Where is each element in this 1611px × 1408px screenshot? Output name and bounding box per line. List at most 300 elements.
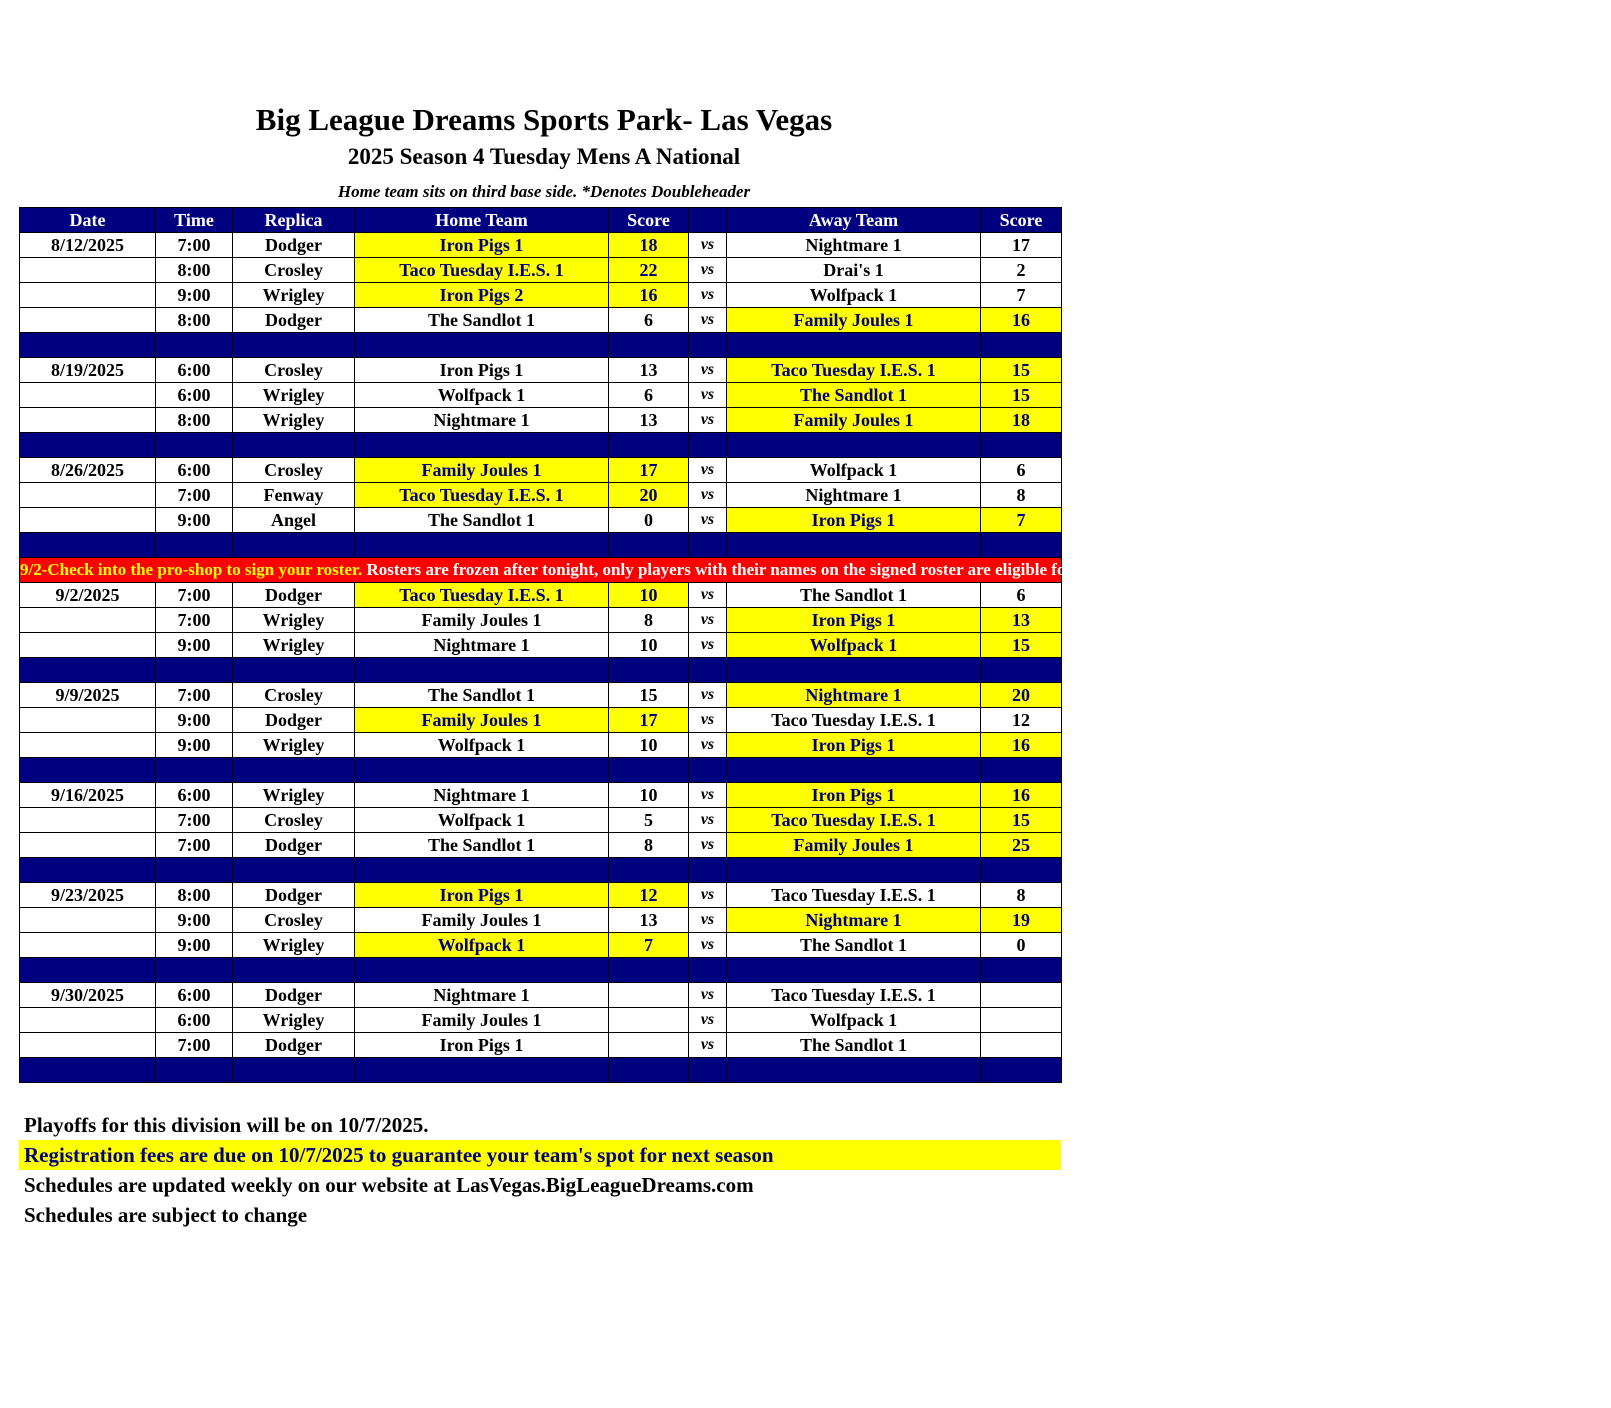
vs-label: vs <box>689 1008 727 1033</box>
vs-label: vs <box>689 633 727 658</box>
game-time: 8:00 <box>156 408 233 433</box>
game-row <box>20 983 1062 1008</box>
away-team: Wolfpack 1 <box>727 633 981 658</box>
vs-label: vs <box>689 308 727 333</box>
game-date <box>20 608 156 633</box>
home-score: 8 <box>609 608 689 633</box>
separator-cell <box>981 858 1062 883</box>
separator-cell <box>727 658 981 683</box>
week-separator-row <box>20 533 1062 558</box>
home-score: 5 <box>609 808 689 833</box>
separator-cell <box>233 1058 355 1083</box>
away-team: Taco Tuesday I.E.S. 1 <box>727 808 981 833</box>
vs-label: vs <box>689 733 727 758</box>
game-row <box>20 308 1062 333</box>
separator-cell <box>355 958 609 983</box>
home-score: 0 <box>609 508 689 533</box>
game-date: 9/2/2025 <box>20 583 156 608</box>
home-team: Wolfpack 1 <box>355 933 609 958</box>
separator-cell <box>20 658 156 683</box>
home-team: Iron Pigs 2 <box>355 283 609 308</box>
vs-label: vs <box>689 283 727 308</box>
game-time: 9:00 <box>156 733 233 758</box>
home-team: The Sandlot 1 <box>355 308 609 333</box>
col-away-score: Score <box>981 208 1062 233</box>
roster-alert-lead: 9/2-Check into the pro-shop to sign your roster. <box>20 560 363 579</box>
home-team: Family Joules 1 <box>355 458 609 483</box>
vs-label: vs <box>689 983 727 1008</box>
page-title: Big League Dreams Sports Park- Las Vegas <box>255 102 833 137</box>
separator-cell <box>609 758 689 783</box>
game-field: Wrigley <box>233 283 355 308</box>
game-field: Dodger <box>233 708 355 733</box>
separator-cell <box>981 333 1062 358</box>
game-date <box>20 1033 156 1058</box>
home-score <box>609 983 689 1008</box>
home-team: The Sandlot 1 <box>355 508 609 533</box>
game-row <box>20 233 1062 258</box>
away-score: 16 <box>981 733 1062 758</box>
game-date: 8/26/2025 <box>20 458 156 483</box>
away-score: 19 <box>981 908 1062 933</box>
game-date <box>20 708 156 733</box>
away-score: 6 <box>981 583 1062 608</box>
home-score <box>609 1008 689 1033</box>
away-score: 7 <box>981 283 1062 308</box>
game-row <box>20 733 1062 758</box>
game-row <box>20 258 1062 283</box>
home-score: 13 <box>609 408 689 433</box>
separator-cell <box>355 758 609 783</box>
away-score: 16 <box>981 308 1062 333</box>
game-time: 6:00 <box>156 1008 233 1033</box>
home-team: Wolfpack 1 <box>355 733 609 758</box>
away-team: Nightmare 1 <box>727 483 981 508</box>
away-score: 8 <box>981 883 1062 908</box>
separator-cell <box>727 433 981 458</box>
game-field: Wrigley <box>233 1008 355 1033</box>
away-score: 12 <box>981 708 1062 733</box>
game-time: 6:00 <box>156 383 233 408</box>
separator-cell <box>689 1058 727 1083</box>
separator-cell <box>609 1058 689 1083</box>
game-field: Dodger <box>233 833 355 858</box>
game-field: Wrigley <box>233 733 355 758</box>
game-date <box>20 308 156 333</box>
game-row <box>20 933 1062 958</box>
game-field: Dodger <box>233 233 355 258</box>
away-score: 8 <box>981 483 1062 508</box>
separator-cell <box>689 533 727 558</box>
home-score: 15 <box>609 683 689 708</box>
home-team: Taco Tuesday I.E.S. 1 <box>355 583 609 608</box>
game-date <box>20 508 156 533</box>
game-field: Crosley <box>233 358 355 383</box>
game-date <box>20 383 156 408</box>
vs-label: vs <box>689 708 727 733</box>
game-time: 9:00 <box>156 508 233 533</box>
game-time: 7:00 <box>156 833 233 858</box>
separator-cell <box>233 333 355 358</box>
game-time: 7:00 <box>156 233 233 258</box>
game-field: Crosley <box>233 458 355 483</box>
game-field: Wrigley <box>233 608 355 633</box>
home-team: Nightmare 1 <box>355 633 609 658</box>
separator-cell <box>20 433 156 458</box>
home-score: 18 <box>609 233 689 258</box>
game-row <box>20 708 1062 733</box>
vs-label: vs <box>689 908 727 933</box>
roster-alert-row <box>20 558 1062 583</box>
home-score: 12 <box>609 883 689 908</box>
separator-cell <box>20 533 156 558</box>
vs-label: vs <box>689 608 727 633</box>
separator-cell <box>689 958 727 983</box>
game-row <box>20 383 1062 408</box>
col-date: Date <box>20 208 156 233</box>
game-row <box>20 358 1062 383</box>
away-team: Taco Tuesday I.E.S. 1 <box>727 883 981 908</box>
game-time: 7:00 <box>156 808 233 833</box>
home-team: Family Joules 1 <box>355 1008 609 1033</box>
game-field: Wrigley <box>233 933 355 958</box>
col-away-team: Away Team <box>727 208 981 233</box>
game-field: Crosley <box>233 808 355 833</box>
home-score: 6 <box>609 383 689 408</box>
away-score: 2 <box>981 258 1062 283</box>
home-team: Wolfpack 1 <box>355 808 609 833</box>
vs-label: vs <box>689 358 727 383</box>
vs-label: vs <box>689 933 727 958</box>
away-team: Taco Tuesday I.E.S. 1 <box>727 983 981 1008</box>
separator-cell <box>727 858 981 883</box>
home-team: Nightmare 1 <box>355 783 609 808</box>
separator-cell <box>20 858 156 883</box>
away-score: 7 <box>981 508 1062 533</box>
game-row <box>20 483 1062 508</box>
away-team: Wolfpack 1 <box>727 458 981 483</box>
game-time: 9:00 <box>156 908 233 933</box>
game-row <box>20 608 1062 633</box>
game-row <box>20 1008 1062 1033</box>
home-team: Wolfpack 1 <box>355 383 609 408</box>
subject-note: Schedules are subject to change <box>24 1203 308 1227</box>
separator-cell <box>233 658 355 683</box>
separator-cell <box>156 958 233 983</box>
week-separator-row <box>20 333 1062 358</box>
week-separator-row <box>20 958 1062 983</box>
separator-cell <box>981 958 1062 983</box>
game-date: 9/16/2025 <box>20 783 156 808</box>
game-time: 7:00 <box>156 483 233 508</box>
game-row <box>20 833 1062 858</box>
col-vs <box>689 208 727 233</box>
week-separator-row <box>20 433 1062 458</box>
separator-cell <box>727 758 981 783</box>
game-time: 7:00 <box>156 1033 233 1058</box>
away-team: Iron Pigs 1 <box>727 733 981 758</box>
separator-cell <box>20 758 156 783</box>
separator-cell <box>233 758 355 783</box>
away-team: Family Joules 1 <box>727 308 981 333</box>
game-date <box>20 833 156 858</box>
away-score: 17 <box>981 233 1062 258</box>
game-field: Crosley <box>233 908 355 933</box>
vs-label: vs <box>689 258 727 283</box>
week-separator-row <box>20 858 1062 883</box>
away-score: 6 <box>981 458 1062 483</box>
vs-label: vs <box>689 508 727 533</box>
col-home-score: Score <box>609 208 689 233</box>
separator-cell <box>609 958 689 983</box>
game-date <box>20 1008 156 1033</box>
game-date <box>20 633 156 658</box>
away-team: Family Joules 1 <box>727 408 981 433</box>
game-time: 8:00 <box>156 258 233 283</box>
game-field: Dodger <box>233 1033 355 1058</box>
separator-cell <box>156 533 233 558</box>
home-team: The Sandlot 1 <box>355 833 609 858</box>
separator-cell <box>156 758 233 783</box>
game-row <box>20 1033 1062 1058</box>
game-date <box>20 908 156 933</box>
col-time: Time <box>156 208 233 233</box>
away-team: Drai's 1 <box>727 258 981 283</box>
separator-cell <box>233 858 355 883</box>
home-score: 10 <box>609 733 689 758</box>
game-date <box>20 258 156 283</box>
game-time: 9:00 <box>156 633 233 658</box>
separator-cell <box>689 333 727 358</box>
home-score <box>609 1033 689 1058</box>
separator-cell <box>981 1058 1062 1083</box>
home-score: 13 <box>609 358 689 383</box>
away-team: Taco Tuesday I.E.S. 1 <box>727 358 981 383</box>
home-score: 6 <box>609 308 689 333</box>
header-row <box>20 208 1062 233</box>
vs-label: vs <box>689 683 727 708</box>
away-score: 13 <box>981 608 1062 633</box>
away-team: Wolfpack 1 <box>727 1008 981 1033</box>
home-team: Taco Tuesday I.E.S. 1 <box>355 258 609 283</box>
home-team: Taco Tuesday I.E.S. 1 <box>355 483 609 508</box>
separator-cell <box>981 658 1062 683</box>
away-team: The Sandlot 1 <box>727 583 981 608</box>
away-team: The Sandlot 1 <box>727 1033 981 1058</box>
home-team: Family Joules 1 <box>355 908 609 933</box>
game-row <box>20 683 1062 708</box>
away-score: 20 <box>981 683 1062 708</box>
week-separator-row <box>20 758 1062 783</box>
separator-cell <box>233 533 355 558</box>
game-date <box>20 283 156 308</box>
roster-alert-text: Rosters are frozen after tonight, only players with their names on the signed roster are eligible for playoffs. Please check carefully as changes will not be made for omissions. <box>362 560 1611 579</box>
vs-label: vs <box>689 483 727 508</box>
separator-cell <box>156 858 233 883</box>
away-score <box>981 1033 1062 1058</box>
home-score: 17 <box>609 458 689 483</box>
away-team: Nightmare 1 <box>727 908 981 933</box>
away-team: Iron Pigs 1 <box>727 783 981 808</box>
schedule-table <box>19 207 1611 1083</box>
away-score <box>981 1008 1062 1033</box>
away-score: 15 <box>981 358 1062 383</box>
game-row <box>20 908 1062 933</box>
game-time: 6:00 <box>156 983 233 1008</box>
game-row <box>20 808 1062 833</box>
home-team: Family Joules 1 <box>355 608 609 633</box>
registration-note: Registration fees are due on 10/7/2025 to guarantee your team's spot for next season <box>19 1140 1061 1170</box>
game-field: Crosley <box>233 683 355 708</box>
game-row <box>20 508 1062 533</box>
vs-label: vs <box>689 808 727 833</box>
away-score: 25 <box>981 833 1062 858</box>
home-team: Iron Pigs 1 <box>355 233 609 258</box>
separator-cell <box>689 858 727 883</box>
separator-cell <box>355 433 609 458</box>
roster-alert <box>20 558 1611 583</box>
game-field: Angel <box>233 508 355 533</box>
home-score: 22 <box>609 258 689 283</box>
vs-label: vs <box>689 458 727 483</box>
game-time: 7:00 <box>156 583 233 608</box>
separator-cell <box>156 433 233 458</box>
game-row <box>20 633 1062 658</box>
separator-cell <box>355 333 609 358</box>
schedule-body <box>20 233 1611 1083</box>
home-team: Iron Pigs 1 <box>355 1033 609 1058</box>
game-time: 6:00 <box>156 358 233 383</box>
game-date <box>20 808 156 833</box>
home-score: 10 <box>609 633 689 658</box>
vs-label: vs <box>689 883 727 908</box>
separator-cell <box>609 858 689 883</box>
separator-cell <box>20 1058 156 1083</box>
home-score: 20 <box>609 483 689 508</box>
home-score: 13 <box>609 908 689 933</box>
separator-cell <box>609 533 689 558</box>
home-team-note: Home team sits on third base side. *Denotes Doubleheader <box>337 182 751 201</box>
separator-cell <box>727 533 981 558</box>
away-score: 15 <box>981 383 1062 408</box>
game-time: 6:00 <box>156 458 233 483</box>
game-field: Dodger <box>233 308 355 333</box>
vs-label: vs <box>689 1033 727 1058</box>
home-team: The Sandlot 1 <box>355 683 609 708</box>
website-note: Schedules are updated weekly on our website at LasVegas.BigLeagueDreams.com <box>24 1173 754 1197</box>
game-field: Wrigley <box>233 783 355 808</box>
vs-label: vs <box>689 408 727 433</box>
week-separator-row <box>20 658 1062 683</box>
separator-cell <box>156 658 233 683</box>
home-team: Family Joules 1 <box>355 708 609 733</box>
separator-cell <box>355 1058 609 1083</box>
away-team: Nightmare 1 <box>727 683 981 708</box>
home-score: 10 <box>609 783 689 808</box>
away-score: 0 <box>981 933 1062 958</box>
away-team: Wolfpack 1 <box>727 283 981 308</box>
game-field: Fenway <box>233 483 355 508</box>
vs-label: vs <box>689 583 727 608</box>
separator-cell <box>233 433 355 458</box>
separator-cell <box>981 433 1062 458</box>
separator-cell <box>689 758 727 783</box>
separator-cell <box>727 958 981 983</box>
vs-label: vs <box>689 383 727 408</box>
separator-cell <box>156 1058 233 1083</box>
game-row <box>20 783 1062 808</box>
game-field: Wrigley <box>233 633 355 658</box>
game-row <box>20 408 1062 433</box>
separator-cell <box>20 333 156 358</box>
game-field: Wrigley <box>233 408 355 433</box>
game-time: 6:00 <box>156 783 233 808</box>
separator-cell <box>355 658 609 683</box>
page-subtitle: 2025 Season 4 Tuesday Mens A National <box>347 144 741 169</box>
game-date: 9/23/2025 <box>20 883 156 908</box>
game-time: 9:00 <box>156 933 233 958</box>
home-score: 8 <box>609 833 689 858</box>
home-score: 10 <box>609 583 689 608</box>
away-score: 15 <box>981 633 1062 658</box>
away-team: Family Joules 1 <box>727 833 981 858</box>
game-field: Dodger <box>233 583 355 608</box>
away-score: 16 <box>981 783 1062 808</box>
separator-cell <box>727 333 981 358</box>
col-replica: Replica <box>233 208 355 233</box>
col-home-team: Home Team <box>355 208 609 233</box>
home-team: Iron Pigs 1 <box>355 358 609 383</box>
home-team: Nightmare 1 <box>355 983 609 1008</box>
game-time: 8:00 <box>156 883 233 908</box>
separator-cell <box>689 433 727 458</box>
game-date: 8/19/2025 <box>20 358 156 383</box>
separator-cell <box>609 658 689 683</box>
game-field: Wrigley <box>233 383 355 408</box>
game-date: 8/12/2025 <box>20 233 156 258</box>
separator-cell <box>20 958 156 983</box>
game-time: 8:00 <box>156 308 233 333</box>
separator-cell <box>609 433 689 458</box>
game-field: Dodger <box>233 883 355 908</box>
vs-label: vs <box>689 783 727 808</box>
away-team: Iron Pigs 1 <box>727 608 981 633</box>
game-date: 9/30/2025 <box>20 983 156 1008</box>
away-team: Taco Tuesday I.E.S. 1 <box>727 708 981 733</box>
game-field: Crosley <box>233 258 355 283</box>
game-time: 9:00 <box>156 708 233 733</box>
home-score: 17 <box>609 708 689 733</box>
playoffs-note: Playoffs for this division will be on 10/7/2025. <box>24 1113 429 1137</box>
home-team: Iron Pigs 1 <box>355 883 609 908</box>
away-team: Iron Pigs 1 <box>727 508 981 533</box>
separator-cell <box>727 1058 981 1083</box>
vs-label: vs <box>689 233 727 258</box>
game-field: Dodger <box>233 983 355 1008</box>
game-date: 9/9/2025 <box>20 683 156 708</box>
away-score: 15 <box>981 808 1062 833</box>
week-separator-row <box>20 1058 1062 1083</box>
away-team: Nightmare 1 <box>727 233 981 258</box>
separator-cell <box>609 333 689 358</box>
game-time: 7:00 <box>156 608 233 633</box>
separator-cell <box>233 958 355 983</box>
separator-cell <box>355 858 609 883</box>
game-row <box>20 458 1062 483</box>
game-date <box>20 483 156 508</box>
vs-label: vs <box>689 833 727 858</box>
separator-cell <box>981 533 1062 558</box>
